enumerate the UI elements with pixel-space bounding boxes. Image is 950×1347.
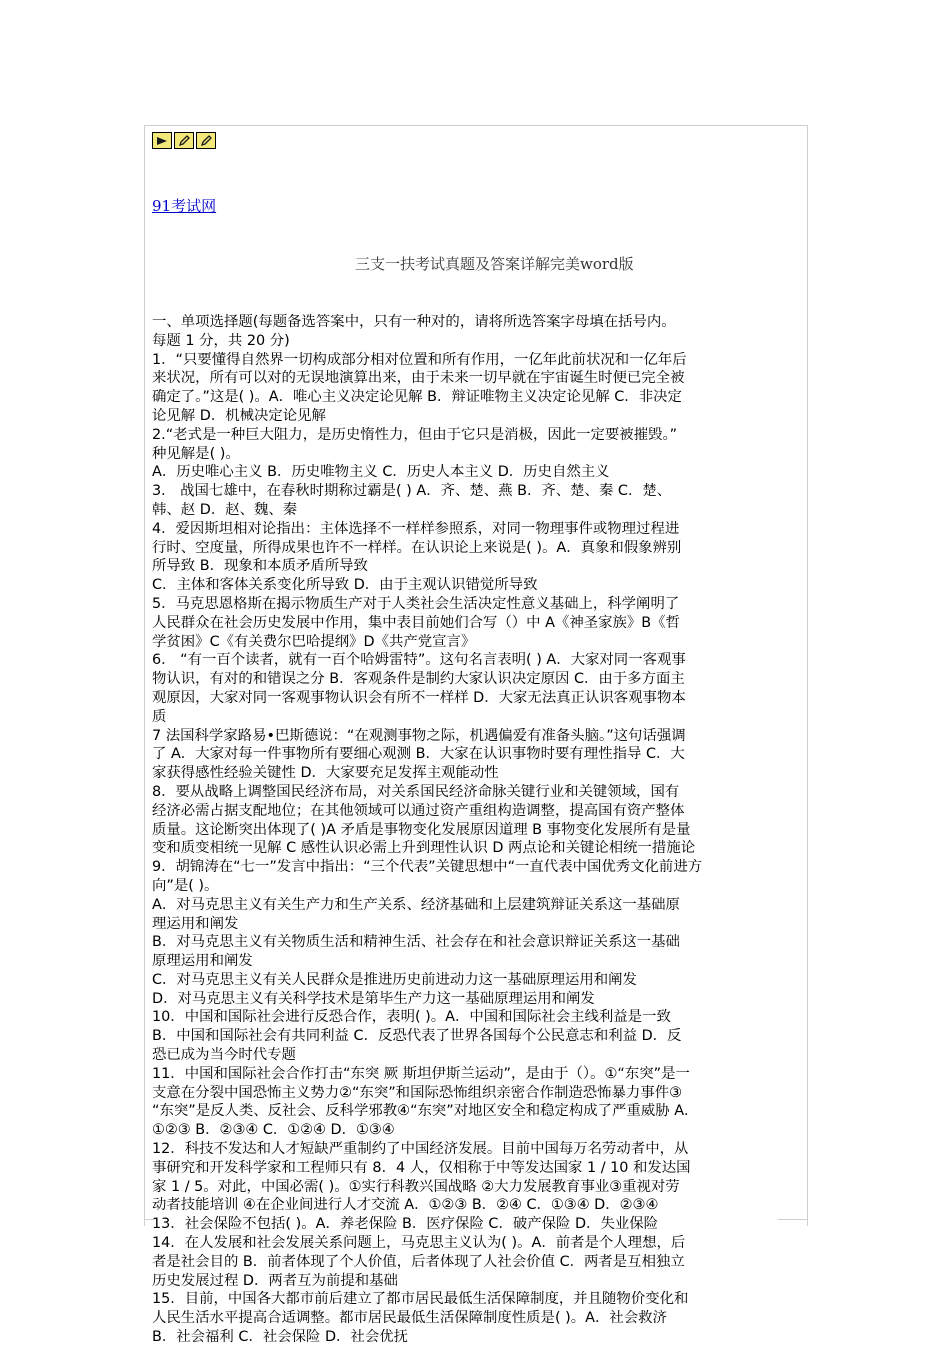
text-line: A．历史唯心主义 B．历史唯物主义 C．历史人本主义 D．历史自然主义 — [152, 464, 610, 481]
text-line: 论见解 D．机械决定论见解 — [152, 407, 326, 424]
text-line: 家获得感性经验关键性 D．大家要充足发挥主观能动性 — [152, 765, 499, 782]
text-line: 10．中国和国际社会进行反恐合作，表明( )。A．中国和国际社会主线利益是一致 — [152, 1009, 671, 1026]
text-line: 9．胡锦涛在“七一”发言中指出：“三个代表”关键思想中“一直代表中国优秀文化前进方 — [152, 859, 703, 876]
text-line: 物认识，有对的和错误之分 B．客观条件是制约大家认识决定原因 C．由于多方面主 — [152, 671, 685, 688]
toolbar-icons — [152, 132, 216, 149]
text-line: 12．科技不发达和人才短缺严重制约了中国经济发展。目前中国每万名劳动者中，从 — [152, 1141, 689, 1158]
text-line: 理运用和阐发 — [152, 915, 239, 932]
text-line: 确定了。”这是( )。A．唯心主义决定论见解 B．辩证唯物主义决定论见解 C．非决定 — [152, 389, 682, 406]
text-line: 每题 1 分，共 20 分) — [152, 332, 290, 349]
text-line: C．对马克思主义有关人民群众是推进历史前进动力这一基础原理运用和阐发 — [152, 971, 637, 988]
text-line: “东突”是反人类、反社会、反科学邪教④“东突”对地区安全和稳定构成了严重威胁 A． — [152, 1103, 699, 1120]
text-line: 1．“只要懂得自然界一切构成部分相对位置和所有作用，一亿年此前状况和一亿年后 — [152, 351, 687, 368]
text-line: 原理运用和阐发 — [152, 953, 253, 970]
text-line: 种见解是( )。 — [152, 445, 240, 462]
text-line: 7 法国科学家路易•巴斯德说：“在观测事物之际，机遇偏爱有准备头脑。”这句话强调 — [152, 727, 686, 744]
text-line: 14．在人发展和社会发展关系问题上，马克思主义认为( )。A．前者是个人理想，后 — [152, 1235, 686, 1252]
text-line: 质量。这论断突出体现了( )A 矛盾是事物变化发展原因道理 B 事物变化发展所有是量 — [152, 821, 691, 838]
text-line: D．对马克思主义有关科学技术是第毕生产力这一基础原理运用和阐发 — [152, 990, 595, 1007]
text-line: 恐已成为当今时代专题 — [152, 1047, 296, 1064]
text-line: ①②③ B．②③④ C．①②④ D．①③④ — [152, 1122, 395, 1139]
text-line: 3． 战国七雄中，在春秋时期称过霸是( ) A．齐、楚、燕 B．齐、楚、秦 C．楚、 — [152, 483, 672, 500]
text-line: 家 1 / 5。对此，中国必需( )。①实行科教兴国战略 ②大力发展教育事业③重视对劳 — [152, 1178, 680, 1195]
text-line: 15．目前，中国各大都市前后建立了都市居民最低生活保障制度，并且随物价变化和 — [152, 1291, 689, 1308]
text-line: 人民生活水平提高合适调整。都市居民最低生活保障制度性质是( )。A．社会救济 — [152, 1310, 667, 1327]
text-line: 11．中国和国际社会合作打击“东突 厥 斯坦伊斯兰运动”，是由于（）。①“东突”是一 — [152, 1065, 690, 1082]
text-line: 质 — [152, 708, 167, 725]
text-line: 经济必需占据支配地位；在其他领域可以通过资产重组构造调整，提高国有资产整体 — [152, 802, 685, 819]
text-line: B．社会福利 C．社会保险 D．社会优抚 — [152, 1329, 409, 1346]
text-line: 了 A．大家对每一件事物所有要细心观测 B．大家在认识事物时要有理性指导 C．大 — [152, 746, 685, 763]
text-line: 人民群众在社会历史发展中作用，集中表目前她们合写（）中 A《神圣家族》B《哲 — [152, 614, 680, 631]
text-line: 13．社会保险不包括( )。A．养老保险 B．医疗保险 C．破产保险 D．失业保险 — [152, 1216, 659, 1233]
text-line: 事研究和开发科学家和工程师只有 8．4 人，仅相称于中等发达国家 1 / 10 和发达国 — [152, 1159, 691, 1176]
text-line: B．中国和国际社会有共同利益 C．反恐代表了世界各国每个公民意志和利益 D．反 — [152, 1028, 682, 1045]
text-line: 向”是( )。 — [152, 877, 219, 894]
site-link[interactable]: 91考试网 — [152, 197, 217, 215]
text-line: 来状况，所有可以对的无误地演算出来，由于未来一切早就在宇宙诞生时便已完全被 — [152, 370, 685, 387]
back-arrow-icon[interactable] — [152, 132, 172, 149]
text-line: 者是社会目的 B．前者体现了个人价值，后者体现了人社会价值 C．两者是互相独立 — [152, 1253, 685, 1270]
text-line: 动者技能培训 ④在企业间进行人才交流 A．①②③ B．②④ C．①③④ D．②③④ — [152, 1197, 659, 1214]
text-line: 变和质变相统一见解 C 感性认识必需上升到理性认识 D 两点论和关键论相统一措施论 — [152, 840, 696, 857]
document-title: 三支一扶考试真题及答案详解完美word版 — [355, 255, 634, 273]
text-line: 6． “有一百个读者，就有一百个哈姆雷特”。这句名言表明( ) A．大家对同一客观事 — [152, 652, 686, 669]
text-line: 支意在分裂中国恐怖主义势力②“东突”和国际恐怖组织亲密合作制造恐怖暴力事件③ — [152, 1084, 682, 1101]
text-line: 韩、赵 D．赵、魏、秦 — [152, 501, 298, 518]
text-line: 观原因，大家对同一客观事物认识会有所不一样样 D．大家无法真正认识客观事物本 — [152, 689, 686, 706]
text-line: 历史发展过程 D．两者互为前提和基础 — [152, 1272, 398, 1289]
text-line: 4．爱因斯坦相对论指出：主体选择不一样样参照系，对同一物理事件或物理过程进 — [152, 520, 680, 537]
text-line: 学贫困》C《有关费尔巴哈提纲》D《共产党宣言》 — [152, 633, 476, 650]
frame-edge — [778, 1219, 807, 1220]
question-text — [152, 313, 780, 1347]
edit-pencil-icon[interactable] — [174, 132, 194, 149]
text-line: 2.“老式是一种巨大阻力，是历史惰性力，但由于它只是消极，因此一定要被摧毁。” — [152, 426, 678, 443]
edit-pencil-icon[interactable] — [196, 132, 216, 149]
text-line: A．对马克思主义有关生产力和生产关系、经济基础和上层建筑辩证关系这一基础原 — [152, 896, 680, 913]
text-line: 5．马克思恩格斯在揭示物质生产对于人类社会生活决定性意义基础上，科学阐明了 — [152, 595, 680, 612]
text-line: B．对马克思主义有关物质生活和精神生活、社会存在和社会意识辩证关系这一基础 — [152, 934, 680, 951]
text-line: 一、单项选择题(每题备选答案中，只有一种对的，请将所选答案字母填在括号内。 — [152, 314, 676, 330]
text-line: C．主体和客体关系变化所导致 D．由于主观认识错觉所导致 — [152, 577, 538, 594]
text-line: 行时、空度量，所得成果也许不一样样。在认识论上来说是( )。A．真象和假象辨别 — [152, 539, 682, 556]
text-line: 所导致 B．现象和本质矛盾所导致 — [152, 558, 368, 575]
text-line: 8．要从战略上调整国民经济布局，对关系国民经济命脉关键行业和关键领域，国有 — [152, 783, 680, 800]
